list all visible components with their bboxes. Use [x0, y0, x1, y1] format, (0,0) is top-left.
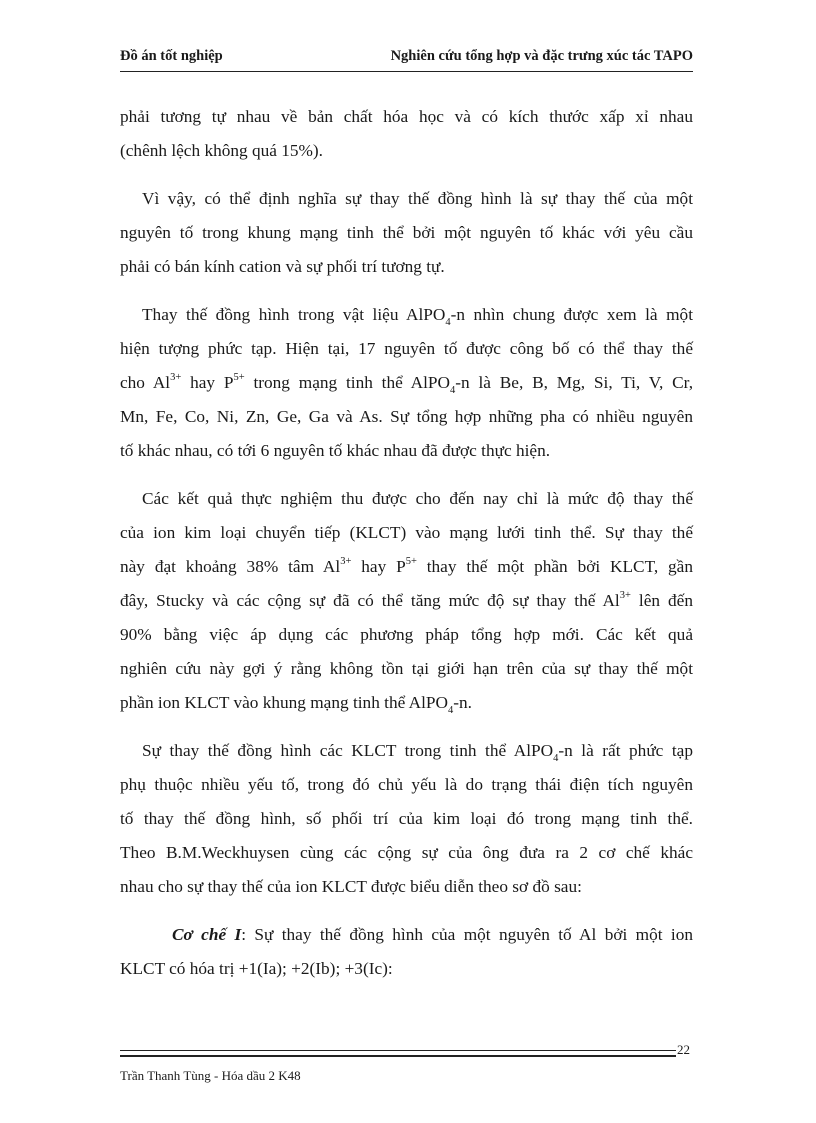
text-line: tố khác nhau, có tới 6 nguyên tố khác nhau đã được thực hiện.: [120, 441, 551, 460]
text-line: 90% bằng việc áp dụng các phương pháp tổng hợp mới. Các kết quả: [120, 625, 693, 644]
text-line: phần ion KLCT vào khung mạng tinh thể AlPO$_4$-n.: [120, 693, 472, 717]
paragraph-3: [120, 298, 693, 468]
text-line: Mn, Fe, Co, Ni, Zn, Ge, Ga và As. Sự tổng hợp những pha có nhiều nguyên: [120, 407, 693, 426]
text-line: tố thay thế đồng hình, số phối trí của kim loại đó trong mạng tinh thể.: [120, 809, 693, 828]
paragraph-4: [120, 482, 693, 720]
text-line: Cơ chế I: Sự thay thế đồng hình của một nguyên tố Al bởi một ion: [172, 925, 693, 944]
document-body: [120, 100, 693, 986]
header-right-title: Nghiên cứu tổng hợp và đặc trưng xúc tác TAPO: [390, 48, 693, 64]
text-line: Thay thế đồng hình trong vật liệu AlPO$_4$-n nhìn chung được xem là một: [142, 305, 693, 329]
footer-author: Trần Thanh Tùng - Hóa dầu 2 K48: [120, 1068, 301, 1083]
text-line: cho $Al^{3+}$ hay $P^{5+}$ trong mạng tinh thể AlPO$_4$-n là Be, B, Mg, Si, Ti, V, Cr,: [120, 372, 694, 397]
text-line: hiện tượng phức tạp. Hiện tại, 17 nguyên tố được công bố có thể thay thế: [120, 339, 693, 358]
text-line: phụ thuộc nhiều yếu tố, trong đó chủ yếu là do trạng thái điện tích nguyên: [120, 775, 693, 794]
header-divider: [120, 71, 693, 72]
text-line: của ion kim loại chuyển tiếp (KLCT) vào mạng lưới tinh thể. Sự thay thế: [120, 523, 693, 542]
page-number: 22: [677, 1042, 690, 1057]
text-line: Sự thay thế đồng hình các KLCT trong tinh thể AlPO$_4$-n là rất phức tạp: [142, 741, 693, 765]
paragraph-5: [120, 734, 693, 904]
text-line: này đạt khoảng 38% tâm $Al^{3+}$ hay $P^{5+}$ thay thế một phần bởi KLCT, gần: [120, 556, 693, 576]
text-line: Theo B.M.Weckhuysen cùng các cộng sự của ông đưa ra 2 cơ chế khác: [120, 843, 693, 862]
text-line: nguyên tố trong khung mạng tinh thể bởi một nguyên tố khác với yêu cầu: [120, 223, 693, 242]
header-left-title: Đồ án tốt nghiệp: [120, 48, 223, 64]
text-line: nhau cho sự thay thế của ion KLCT được biểu diễn theo sơ đồ sau:: [120, 877, 582, 896]
paragraph-2: [120, 182, 693, 284]
paragraph-6: [120, 918, 693, 986]
mechanism-label: Cơ chế I: [172, 925, 242, 944]
text-line: phải có bán kính cation và sự phối trí tương tự.: [120, 257, 445, 276]
text-line: KLCT có hóa trị +1(Ia); +2(Ib); +3(Ic):: [120, 959, 393, 978]
text-line: nghiên cứu này gợi ý rằng không tồn tại giới hạn trên của sự thay thế một: [120, 659, 693, 678]
page-header: [120, 48, 693, 70]
text-line: Các kết quả thực nghiệm thu được cho đến nay chỉ là mức độ thay thế: [142, 489, 693, 508]
text-line: (chênh lệch không quá 15%).: [120, 141, 323, 160]
text-line: phải tương tự nhau về bản chất hóa học và có kích thước xấp xỉ nhau: [120, 107, 693, 126]
text-line: đây, Stucky và các cộng sự đã có thể tăng mức độ sự thay thế $Al^{3+}$ lên đến: [120, 590, 693, 610]
text-line: Vì vậy, có thể định nghĩa sự thay thế đồng hình là sự thay thế của một: [142, 189, 693, 208]
paragraph-1: [120, 100, 693, 168]
footer-divider: [120, 1050, 676, 1057]
